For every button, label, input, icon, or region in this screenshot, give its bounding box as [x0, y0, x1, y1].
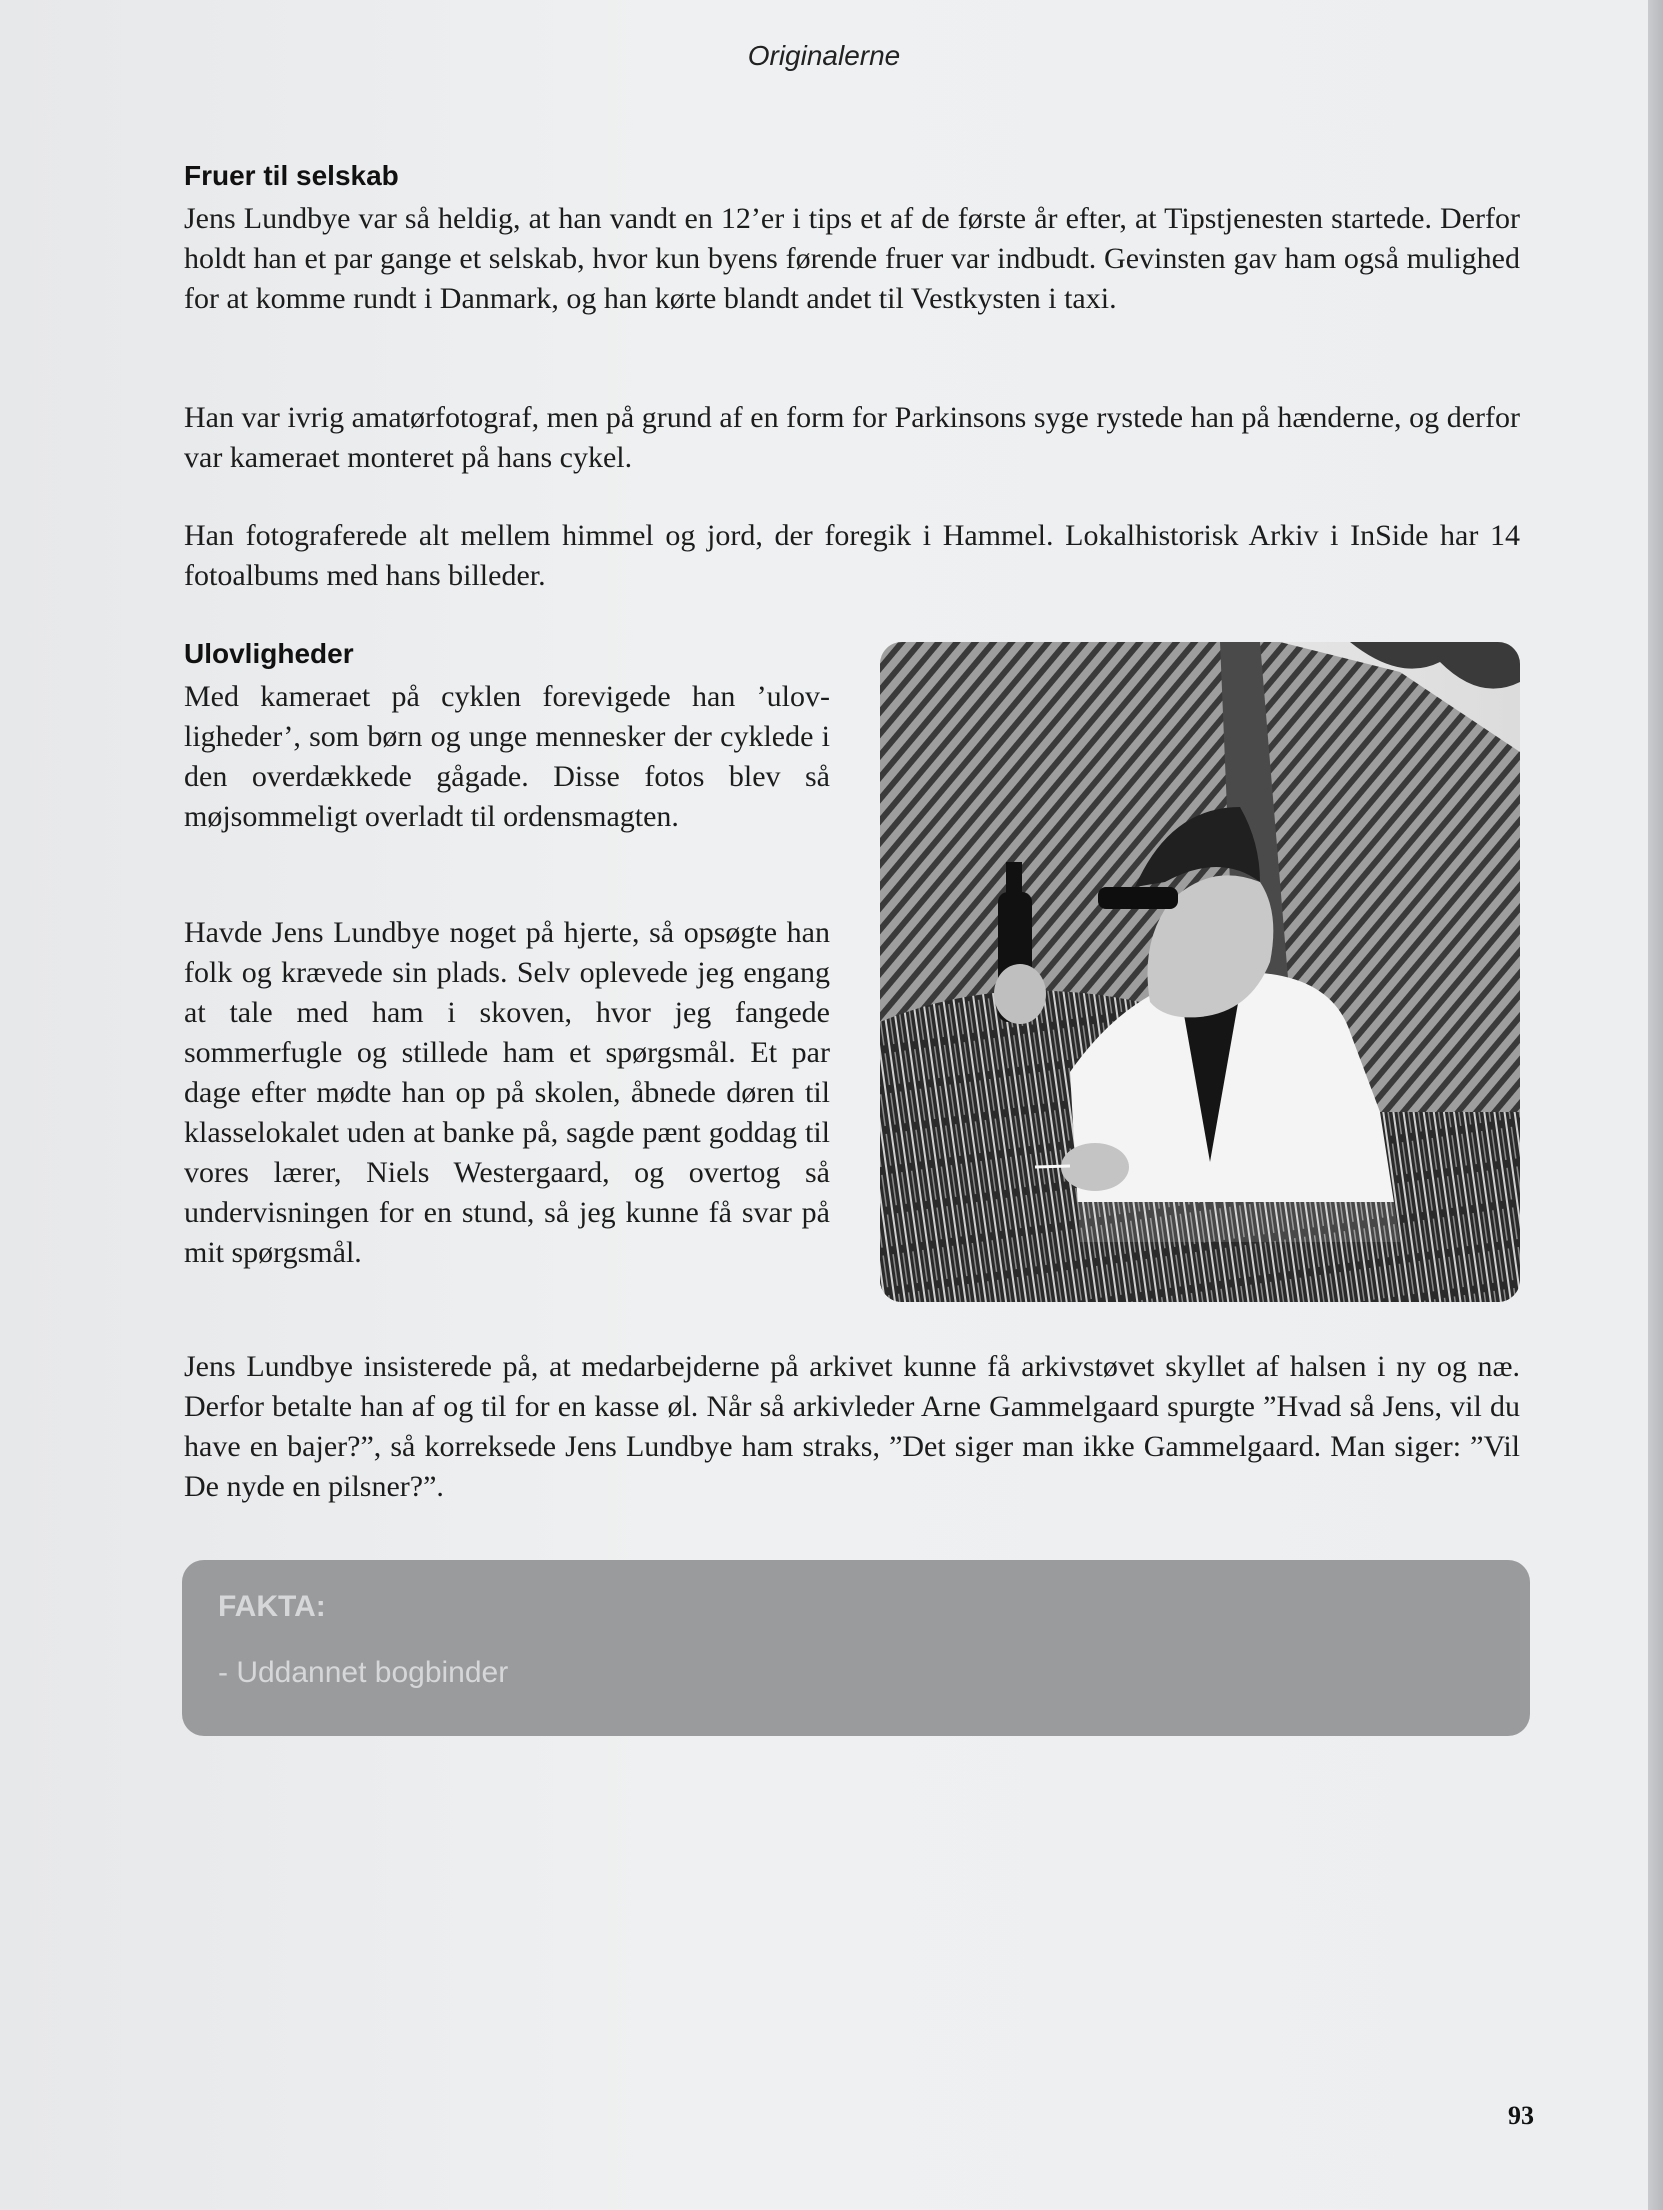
paragraph-fruer: Jens Lundbye var så heldig, at han vandt en 12’er i tips et af de første år efter, at Tipstjenesten startede. Derfor holdt han et par gange et selskab, hvor kun byens førende fruer var indbudt. Gevinsten gav ham også mulighed for at komme rundt i Danmark, og han kørte blandt andet til Vestkysten i taxi. — [184, 202, 1520, 315]
fakta-item: - Uddannet bogbinder — [218, 1656, 509, 1689]
paragraph-ulovligheder-1: Med kameraet på cyklen forevigede han ’ulovligheder’, som børn og unge mennesker der cyklede i den overdækkede gågade. Disse fotos blev så møjsommeligt overladt til ordensmagten. — [184, 680, 830, 833]
page-edge — [1648, 0, 1663, 2210]
paragraph-hammel: Han fotograferede alt mellem himmel og jord, der foregik i Hammel. Lokalhistorisk Arkiv i InSide har 14 fotoalbums med hans billeder. — [184, 519, 1520, 592]
running-header: Originalerne — [747, 40, 901, 71]
section-heading-ulovligheder: Ulovligheder — [184, 638, 354, 669]
paragraph-ulovligheder-2: Havde Jens Lundbye noget på hjerte, så opsøgte han folk og krævede sin plads. Selv oplevede jeg engang at tale med ham i skoven, hvor jeg fangede sommerfugle og stillede ham et spørgsmål. Et par dage efter mødte han op på skolen, åbnede døren til klasselokalet uden at banke på, sagde pænt goddag til vores lærer, Niels Westergaard, og overtog så undervisningen for en stund, så jeg kunne få svar på mit spørgsmål. — [184, 916, 830, 1269]
photo-man-with-bottle — [880, 642, 1520, 1302]
fakta-title: FAKTA: — [218, 1590, 326, 1623]
section-heading-fruer: Fruer til selskab — [184, 160, 399, 191]
page-number: 93 — [1508, 2101, 1534, 2130]
paragraph-amatoerfotograf: Han var ivrig amatørfotograf, men på grund af en form for Parkinsons syge rystede han på hænderne, og derfor var kameraet monteret på hans cykel. — [184, 401, 1520, 474]
fakta-box — [182, 1560, 1530, 1736]
paragraph-arkivet: Jens Lundbye insisterede på, at medarbejderne på arkivet kunne få arkivstøvet skyllet af halsen i ny og næ. Derfor betalte han af og til for en kasse øl. Når så arkivleder Arne Gammelgaard spurgte ”Hvad så Jens, vil du have en bajer?”, så korreksede Jens Lundbye ham straks, ”Det siger man ikke Gammelgaard. Man siger: ”Vil De nyde en pilsner?”. — [184, 1350, 1520, 1503]
